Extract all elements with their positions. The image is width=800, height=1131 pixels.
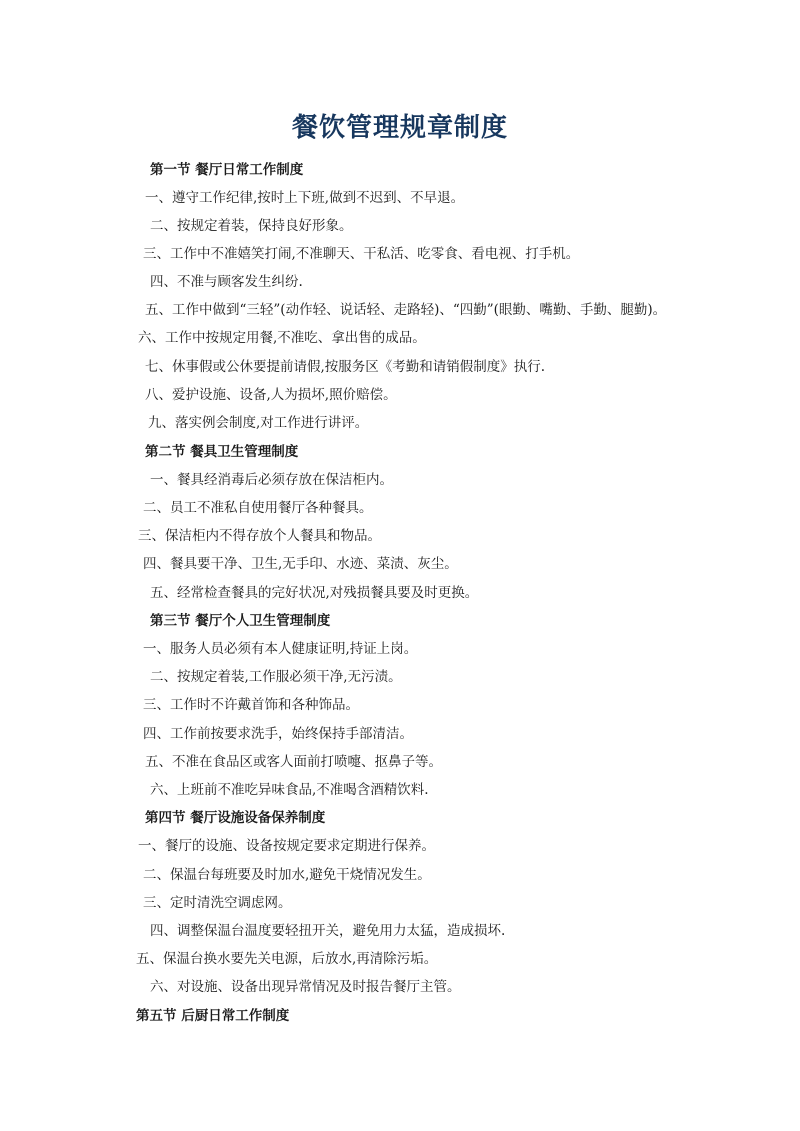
rule-item: 五、不准在食品区或客人面前打喷嚏、抠鼻子等。: [145, 754, 442, 770]
rule-item: 六、对设施、设备出现异常情况及时报告餐厅主管。: [150, 979, 461, 995]
rule-item: 七、休事假或公休要提前请假,按服务区《考勤和请销假制度》执行.: [145, 359, 546, 375]
rule-item: 一、餐厅的设施、设备按规定要求定期进行保养。: [138, 838, 435, 854]
rule-item: 六、工作中按规定用餐,不准吃、拿出售的成品。: [138, 330, 426, 346]
rule-item: 四、工作前按要求洗手，始终保持手部清洁。: [143, 726, 413, 742]
rule-item: 三、工作中不准嬉笑打闹,不准聊天、干私活、吃零食、看电视、打手机。: [143, 246, 580, 262]
rule-item: 五、保温台换水要先关电源，后放水,再清除污垢。: [136, 951, 438, 967]
rule-item: 二、按规定着装,工作服必须干净,无污渍。: [150, 669, 402, 685]
rule-item: 二、员工不准私自使用餐厅各种餐具。: [143, 500, 373, 516]
rule-item: 四、餐具要干净、卫生,无手印、水迹、菜渍、灰尘。: [143, 556, 458, 572]
rule-item: 三、工作时不许戴首饰和各种饰品。: [143, 697, 359, 713]
rule-item: 四、调整保温台温度要轻扭开关，避免用力太猛，造成损坏.: [150, 923, 506, 939]
section-heading: 第四节 餐厅设施设备保养制度: [145, 810, 326, 826]
rule-item: 五、工作中做到“三轻”(动作轻、说话轻、走路轻)、“四勤”(眼勤、嘴勤、手勤、腿勤)。: [145, 302, 667, 318]
section-heading: 第五节 后厨日常工作制度: [136, 1008, 290, 1024]
section-heading: 第一节 餐厅日常工作制度: [150, 162, 304, 178]
section-heading: 第三节 餐厅个人卫生管理制度: [150, 613, 331, 629]
rule-item: 一、服务人员必须有本人健康证明,持证上岗。: [143, 641, 418, 657]
rule-item: 九、落实例会制度,对工作进行讲评。: [148, 415, 369, 431]
section-heading: 第二节 餐具卫生管理制度: [145, 444, 299, 460]
rule-item: 二、按规定着装，保持良好形象。: [150, 218, 353, 234]
rule-item: 六、上班前不准吃异味食品,不准喝含酒精饮料.: [150, 782, 429, 798]
document-title: 餐饮管理规章制度: [291, 113, 508, 143]
rule-item: 五、经常检查餐具的完好状况,对残损餐具要及时更换。: [150, 585, 479, 601]
rule-item: 八、爱护设施、设备,人为损坏,照价赔偿。: [145, 387, 397, 403]
rule-item: 一、遵守工作纪律,按时上下班,做到不迟到、不早退。: [145, 190, 465, 206]
rule-item: 三、保洁柜内不得存放个人餐具和物品。: [138, 528, 381, 544]
rule-item: 二、保温台每班要及时加水,避免干烧情况发生。: [143, 867, 431, 883]
rule-item: 三、定时清洗空调虑网。: [143, 895, 292, 911]
rule-item: 一、餐具经消毒后必须存放在保洁柜内。: [150, 472, 393, 488]
rule-item: 四、不准与顾客发生纠纷.: [150, 274, 303, 290]
